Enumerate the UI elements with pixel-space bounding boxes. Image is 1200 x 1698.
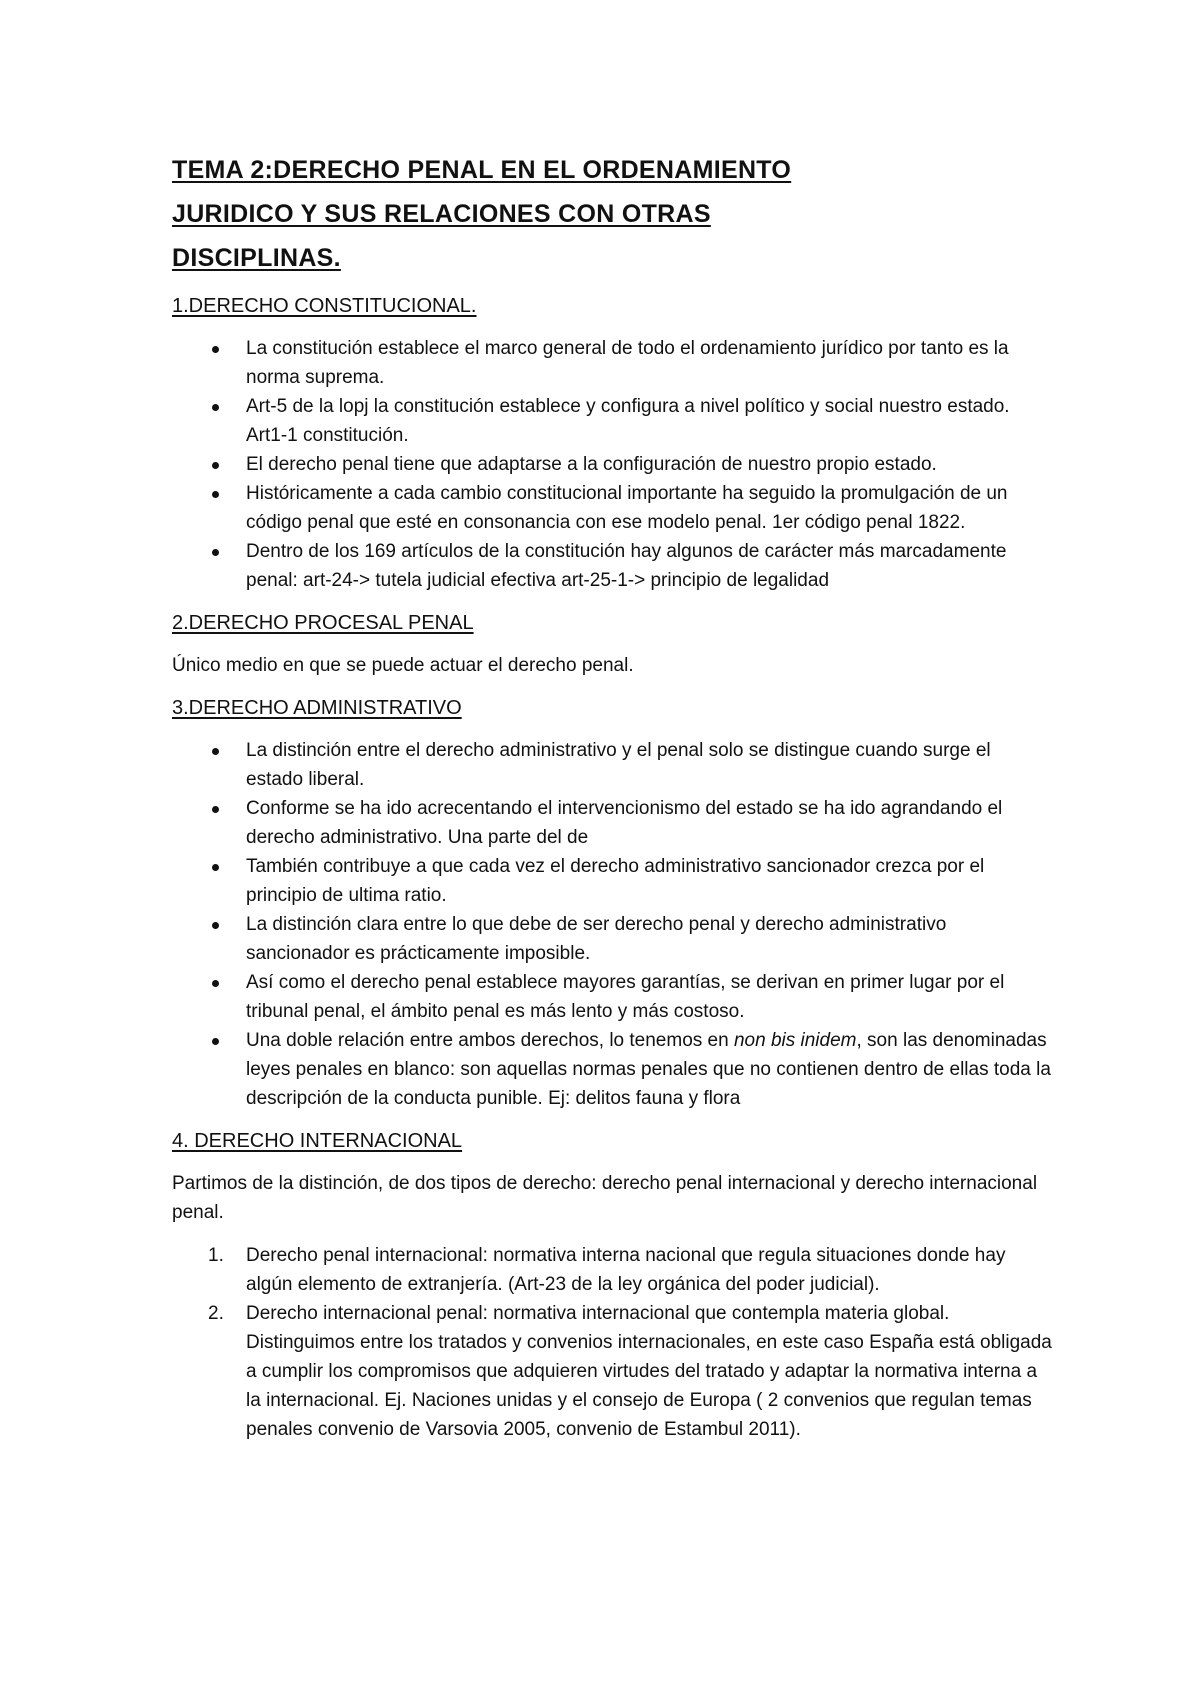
list-item-text: La constitución establece el marco general de todo el ordenamiento jurídico por tanto es la norma suprema. (246, 338, 1009, 388)
page-title (172, 148, 1052, 280)
list-item-text: También contribuye a que cada vez el derecho administrativo sancionador crezca por el principio de ultima ratio. (246, 856, 985, 906)
title-line-2: JURIDICO Y SUS RELACIONES CON OTRAS (172, 200, 711, 228)
list-item (172, 1241, 1052, 1299)
title-line-1: TEMA 2:DERECHO PENAL EN EL ORDENAMIENTO (172, 156, 792, 184)
list-number: 2. (208, 1303, 224, 1324)
bullet-icon (212, 980, 219, 987)
list-item-text: La distinción entre el derecho administrativo y el penal solo se distingue cuando surge el estado liberal. (246, 740, 991, 790)
bullet-icon (212, 864, 219, 871)
bullet-icon (212, 748, 219, 755)
section-4-intro: Partimos de la distinción, de dos tipos de derecho: derecho penal internacional y derecho internacional penal. (172, 1173, 1038, 1223)
list-item-italic-term: non bis inidem (733, 1030, 857, 1051)
section-1-heading: 1.DERECHO CONSTITUCIONAL. (172, 295, 477, 317)
list-item-text: Dentro de los 169 artículos de la constitución hay algunos de carácter más marcadamente penal: art-24-> tutela judicial efectiva art-25-1-> principio de legalidad (246, 541, 1007, 591)
list-item-text: Conforme se ha ido acrecentando el intervencionismo del estado se ha ido agrandando el derecho administrativo. Una parte del de (246, 798, 1003, 848)
bullet-icon (212, 549, 219, 556)
list-item (172, 736, 1052, 794)
bullet-icon (212, 491, 219, 498)
section-4-heading: 4. DERECHO INTERNACIONAL (172, 1130, 463, 1152)
list-item-text: Históricamente a cada cambio constitucional importante ha seguido la promulgación de un código penal que esté en consonancia con ese modelo penal. 1er código penal 1822. (246, 483, 1008, 533)
section-1-list (172, 334, 1052, 595)
section-2-heading: 2.DERECHO PROCESAL PENAL (172, 612, 474, 634)
list-item-text: Derecho penal internacional: normativa interna nacional que regula situaciones donde hay algún elemento de extranjería. (Art-23 de la ley orgánica del poder judicial). (246, 1245, 1006, 1295)
list-item (172, 392, 1052, 450)
list-item-text: La distinción clara entre lo que debe de ser derecho penal y derecho administrativo sancionador es prácticamente imposible. (246, 914, 947, 964)
section-2-text: Único medio en que se puede actuar el derecho penal. (172, 655, 634, 676)
section-4-list (172, 1241, 1052, 1444)
bullet-icon (212, 462, 219, 469)
list-item (172, 479, 1052, 537)
bullet-icon (212, 346, 219, 353)
bullet-icon (212, 922, 219, 929)
list-item-text-before: Una doble relación entre ambos derechos, lo tenemos en (246, 1030, 734, 1051)
list-item (172, 450, 1052, 479)
list-item-text: El derecho penal tiene que adaptarse a la configuración de nuestro propio estado. (246, 454, 937, 475)
title-line-3: DISCIPLINAS. (172, 244, 341, 272)
list-item-text: Derecho internacional penal: normativa internacional que contempla materia global. Distinguimos entre los tratados y convenios internacionales, en este caso España está obligada a cumplir los compromisos que adquieren virtudes del tratado y adaptar la normativa interna a la internacional. Ej. Naciones unidas y el consejo de Europa ( 2 convenios que regulan temas penales convenio de Varsovia 2005, convenio de Estambul 2011). (246, 1303, 1052, 1440)
list-item (172, 910, 1052, 968)
list-item (172, 794, 1052, 852)
list-item (172, 1299, 1052, 1444)
list-item (172, 334, 1052, 392)
list-number: 1. (208, 1245, 224, 1266)
list-item-text: Así como el derecho penal establece mayores garantías, se derivan en primer lugar por el tribunal penal, el ámbito penal es más lento y más costoso. (246, 972, 1005, 1022)
bullet-icon (212, 404, 219, 411)
list-item (172, 968, 1052, 1026)
bullet-icon (212, 1038, 219, 1045)
list-item (172, 852, 1052, 910)
bullet-icon (212, 806, 219, 813)
list-item (172, 1026, 1052, 1113)
list-item (172, 537, 1052, 595)
section-3-heading: 3.DERECHO ADMINISTRATIVO (172, 697, 462, 719)
document-page (172, 148, 1052, 1444)
list-item-text: Art-5 de la lopj la constitución establece y configura a nivel político y social nuestro estado. Art1-1 constitución. (246, 396, 1010, 446)
section-3-list (172, 736, 1052, 1113)
list-item-text-after: , son las denominadas leyes penales en blanco: son aquellas normas penales que no contienen dentro de ellas toda la descripción de la conducta punible. Ej: delitos fauna y flora (246, 1030, 1051, 1109)
